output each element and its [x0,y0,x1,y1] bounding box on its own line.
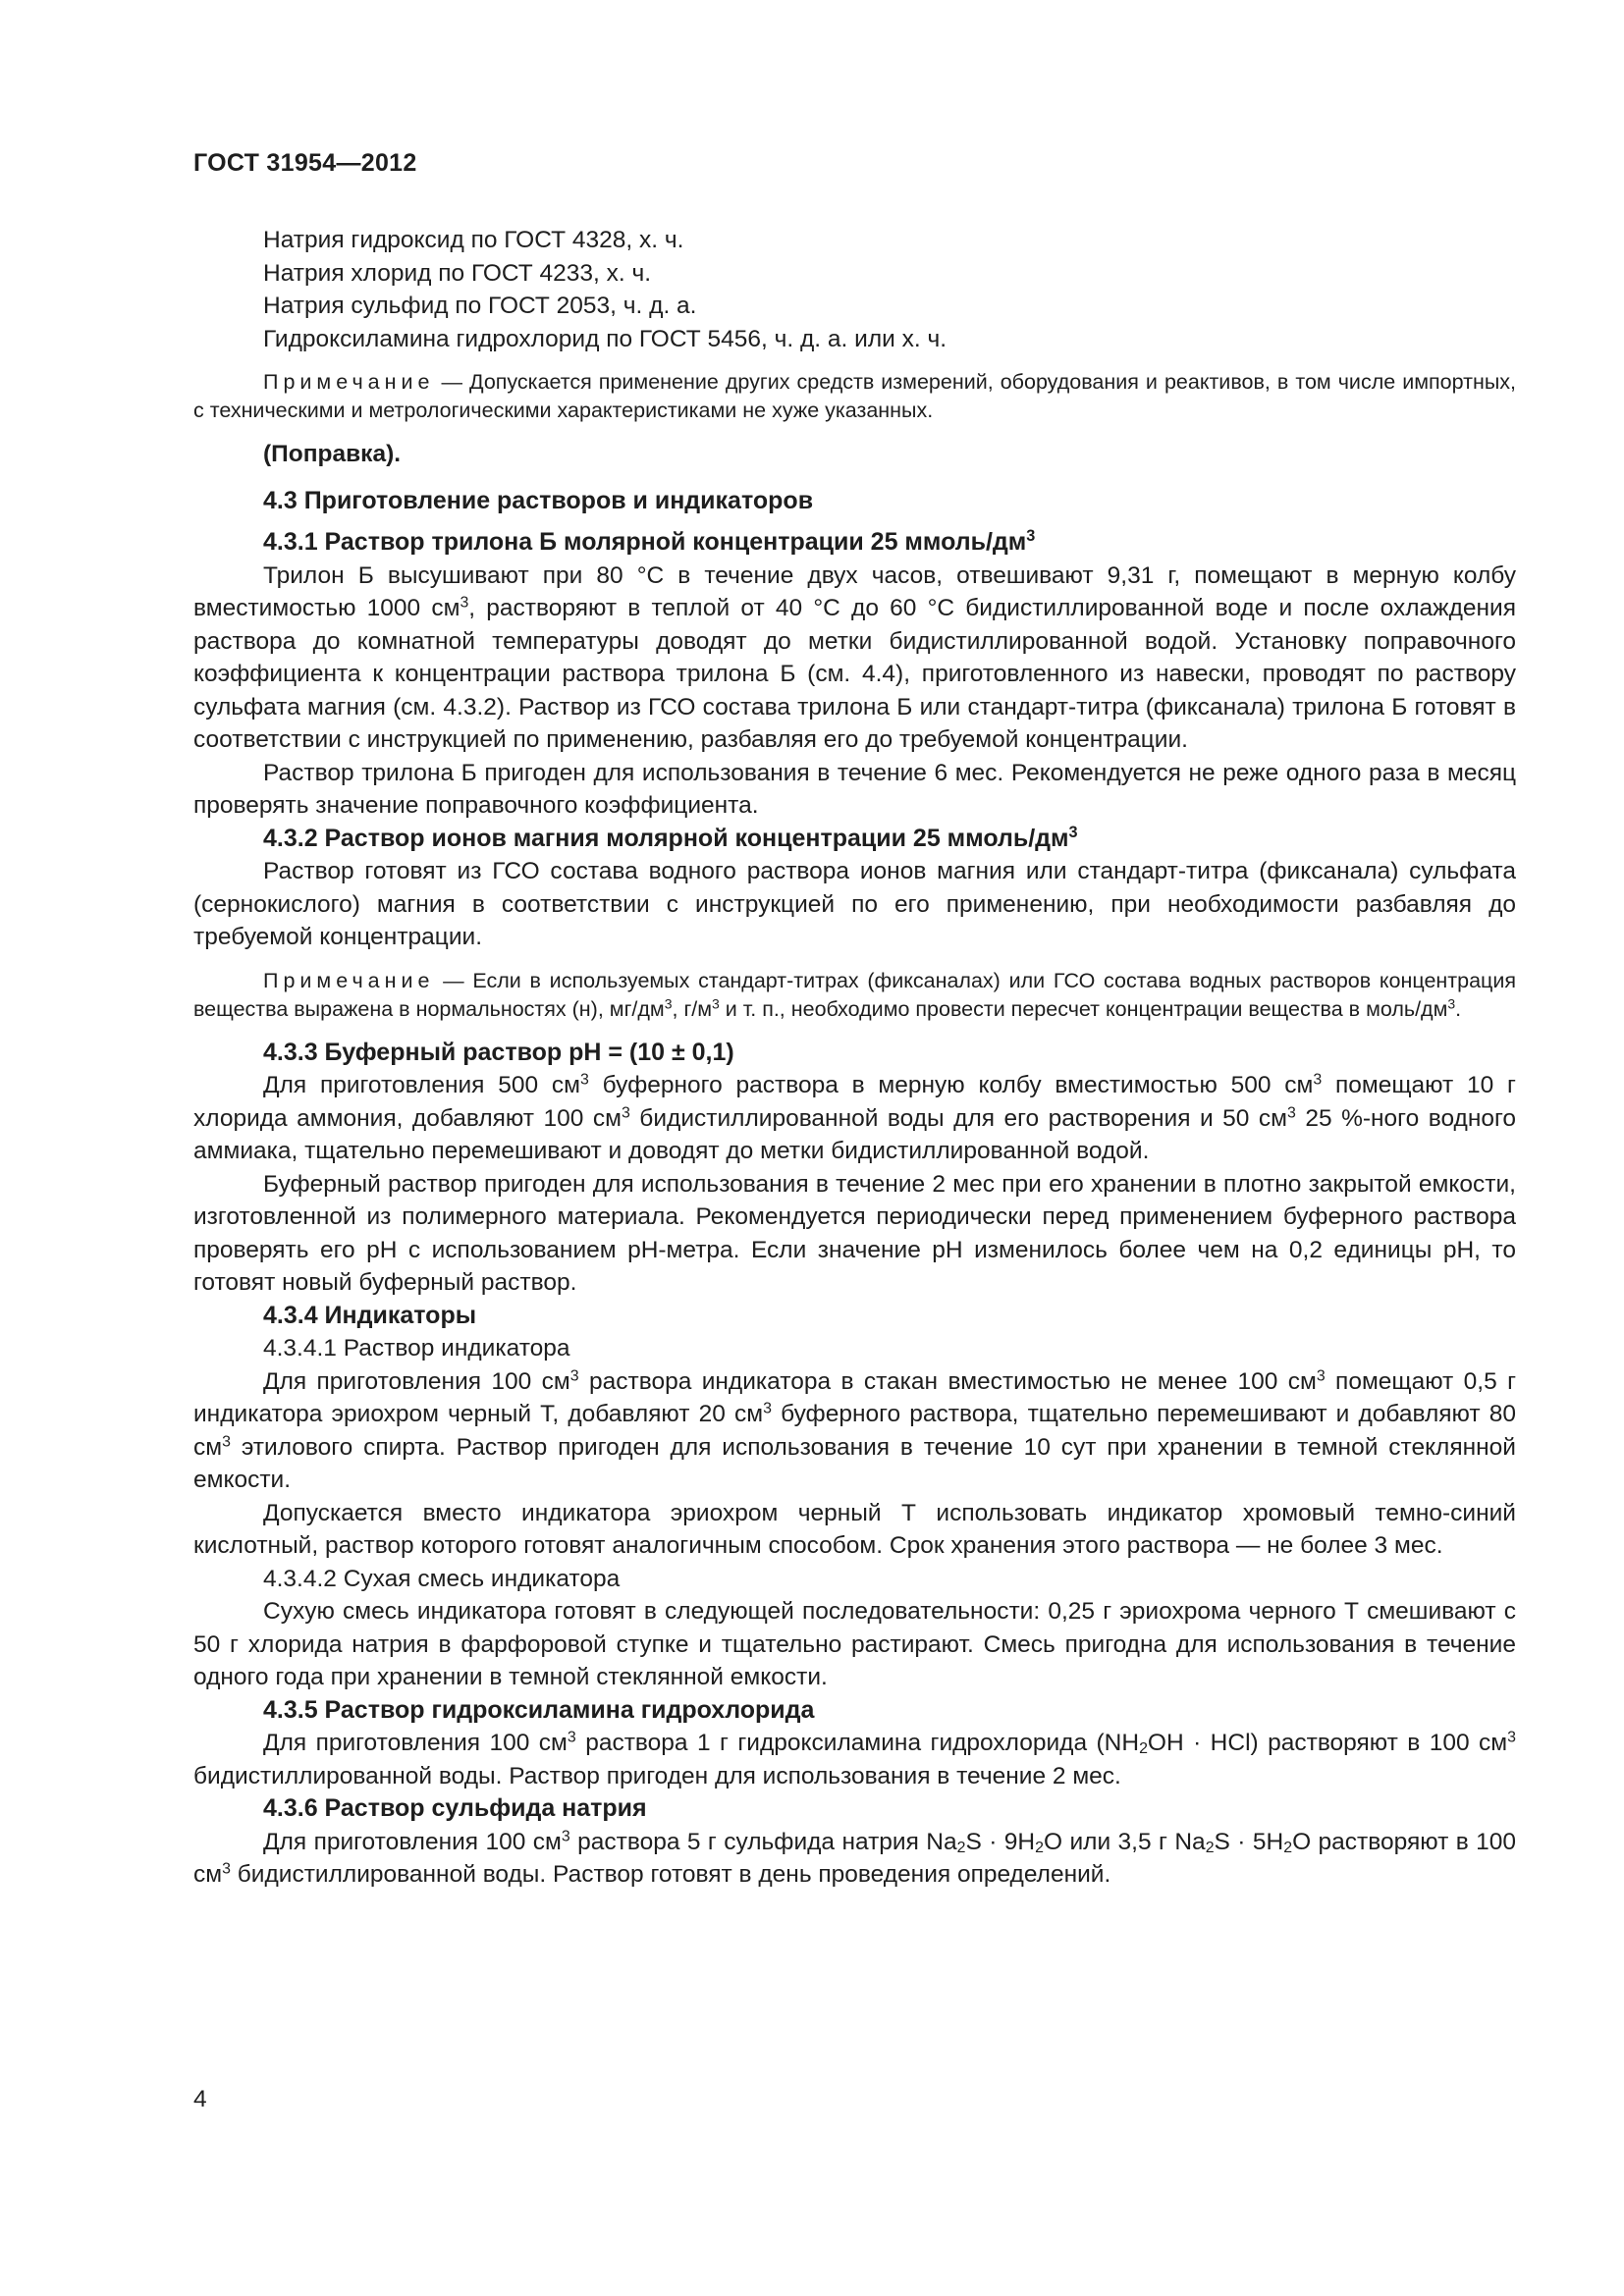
note-label: Примечание [263,370,435,394]
materials-item: Натрия сульфид по ГОСТ 2053, ч. д. а. [263,293,697,319]
section-4-3-title: 4.3 Приготовление растворов и индикаторов [263,486,814,514]
section-4-3-6-title: 4.3.6 Раствор сульфида натрия [263,1794,647,1822]
note-label: Примечание [263,968,435,992]
note-1: Примечание — Допускается применение других средств измерений, оборудования и реактивов, в том числе импортных, с техническими и метрологическими характеристиками не хуже указанных. [193,370,1516,422]
section-4-3-4-2-title: 4.3.4.2 Сухая смесь индикатора [263,1565,621,1592]
section-4-3-6-paragraph: Для приготовления 100 $см^3$ раствора 5 г сульфида натрия $Na_2S \cdot 9H_2O$ или 3,5 г $Na_2S \cdot 5H_2O$ растворяют в 100 $см^3$ бидистиллированной воды. Раствор готовят в день проведения определений. [193,1827,1517,1888]
section-4-3-4-title: 4.3.4 Индикаторы [263,1301,477,1329]
materials-item: Натрия гидроксид по ГОСТ 4328, х. ч. [263,227,684,253]
materials-item: Гидроксиламина гидрохлорид по ГОСТ 5456, ч. д. а. или х. ч. [263,325,947,352]
section-4-3-1-title: 4.3.1 Раствор трилона Б молярной концентрации 25 ммоль/$дм^3$ [263,527,1036,556]
section-4-3-1-paragraph: Раствор трилона Б пригоден для использования в течение 6 мес. Рекомендуется не реже одного раза в месяц проверять значение поправочного коэффициента. [193,759,1516,819]
section-4-3-4-paragraph: Для приготовления 100 $см^3$ раствора индикатора в стакан вместимостью не менее 100 $см^3$ помещают 0,5 г индикатора эриохром черный Т, добавляют 20 $см^3$ буферного раствора, тщательно перемешивают и добавляют 80 $см^3$ этилового спирта. Раствор пригоден для использования в течение 10 сут при хранении в темной стеклянной емкости. [193,1366,1517,1493]
section-4-3-4-1-title: 4.3.4.1 Раствор индикатора [263,1335,570,1362]
document-body [193,224,1516,1892]
section-4-3-3-paragraph: Буферный раствор пригоден для использования в течение 2 мес при его хранении в плотно закрытой емкости, изготовленной из полимерного материала. Рекомендуется периодически перед применением буферного раствора проверять его рН с использованием рН-метра. Если значение рН изменилось более чем на 0,2 единицы рН, то готовят новый буферный раствор. [193,1170,1516,1296]
document-header: ГОСТ 31954—2012 [193,149,417,177]
section-4-3-2-title: 4.3.2 Раствор ионов магния молярной концентрации 25 ммоль/$дм^3$ [263,823,1078,852]
section-4-3-3-title: 4.3.3 Буферный раствор рН = (10 ± 0,1) [263,1038,734,1066]
section-4-3-5-paragraph: Для приготовления 100 $см^3$ раствора 1 г гидроксиламина гидрохлорида $(NH_2OH \cdot HCl)$ растворяют в 100 $см^3$ бидистиллированной воды. Раствор пригоден для использования в течение 2 мес. [193,1729,1516,1789]
section-4-3-5-title: 4.3.5 Раствор гидроксиламина гидрохлорида [263,1695,815,1724]
note-2: Примечание — Если в используемых стандарт-титрах (фиксаналах) или ГСО состава водных растворов концентрация вещества выражена в нормальностях (н), $мг/дм^3$, $г/м^3$ и т. п., необходимо провести пересчет концентрации вещества в моль/$дм^3$. [193,968,1516,1021]
section-4-3-1-paragraph: Трилон Б высушивают при 80 °С в течение двух часов, отвешивают 9,31 г, помещают в мерную колбу вместимостью 1000 $см^3$, растворяют в теплой от 40 °С до 60 °С бидистиллированной воде и после охлаждения раствора до комнатной температуры доводят до метки бидистиллированной водой. Установку поправочного коэффициента к концентрации раствора трилона Б (см. 4.4), приготовленного из навески, проводят по раствору сульфата магния (см. 4.3.2). Раствор из ГСО состава трилона Б или стандарт-титра (фиксанала) трилона Б готовят в соответствии с инструкцией по применению, разбавляя его до требуемой концентрации. [193,561,1516,753]
section-4-3-2-paragraph: Раствор готовят из ГСО состава водного раствора ионов магния или стандарт-титра (фиксанала) сульфата (сернокислого) магния в соответствии с инструкцией по его применению, при необходимости разбавляя до требуемой концентрации. [193,858,1516,950]
correction-mark: (Поправка). [263,441,402,467]
section-4-3-3-paragraph: Для приготовления 500 $см^3$ буферного раствора в мерную колбу вместимостью 500 $см^3$ помещают 10 г хлорида аммония, добавляют 100 $см^3$ бидистиллированной воды для его растворения и 50 $см^3$ 25 %-ного водного аммиака, тщательно перемешивают и доводят до метки бидистиллированной водой. [193,1071,1517,1164]
section-4-3-4-paragraph: Сухую смесь индикатора готовят в следующей последовательности: 0,25 г эриохрома черного Т смешивают с 50 г хлорида натрия в фарфоровой ступке и тщательно растирают. Смесь пригодна для использования в течение одного года при хранении в темной стеклянной емкости. [193,1598,1516,1690]
materials-item: Натрия хлорид по ГОСТ 4233, х. ч. [263,259,652,287]
page-number: 4 [193,2086,207,2112]
section-4-3-4-paragraph: Допускается вместо индикатора эриохром черный Т использовать индикатор хромовый темно-синий кислотный, раствор которого готовят аналогичным способом. Срок хранения этого раствора — не более 3 мес. [193,1499,1516,1559]
